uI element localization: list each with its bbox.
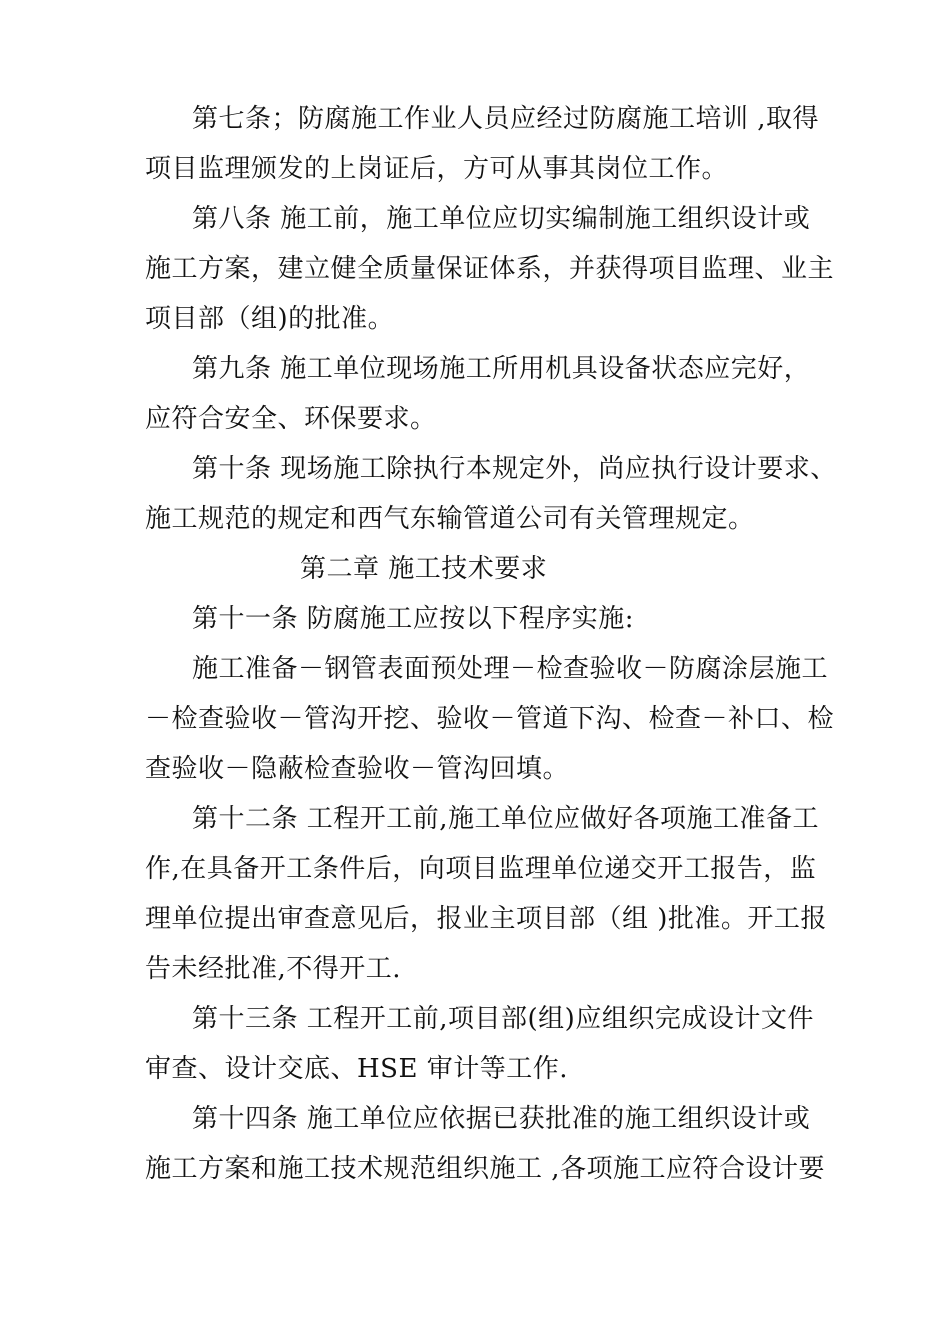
article-9-line-2: 应符合安全、环保要求。	[145, 404, 437, 434]
article-8-line-3: 项目部（组)的批准。	[145, 304, 395, 334]
article-13-line-1: 第十三条 工程开工前,项目部(组)应组织完成设计文件	[192, 1004, 814, 1034]
article-8-line-2: 施工方案，建立健全质量保证体系，并获得项目监理、业主	[145, 254, 835, 284]
article-7-line-1: 第七条；防腐施工作业人员应经过防腐施工培训 ,取得	[192, 104, 820, 134]
chapter-2-title: 第二章 施工技术要求	[300, 554, 548, 584]
article-12-line-4: 告未经批准,不得开工.	[145, 954, 402, 984]
article-9-line-1: 第九条 施工单位现场施工所用机具设备状态应完好，	[192, 354, 811, 384]
article-12-line-1: 第十二条 工程开工前,施工单位应做好各项施工准备工	[192, 804, 820, 834]
article-14-line-2: 施工方案和施工技术规范组织施工 ,各项施工应符合设计要	[145, 1154, 826, 1184]
procedure-line-2: －检查验收－管沟开挖、验收－管道下沟、检查－补口、检	[145, 704, 835, 734]
article-10-line-2: 施工规范的规定和西气东输管道公司有关管理规定。	[145, 504, 755, 534]
article-14-line-1: 第十四条 施工单位应依据已获批准的施工组织设计或	[192, 1104, 811, 1134]
procedure-line-3: 查验收－隐蔽检查验收－管沟回填。	[145, 754, 570, 784]
procedure-line-1: 施工准备－钢管表面预处理－检查验收－防腐涂层施工	[192, 654, 829, 684]
article-8-line-1: 第八条 施工前，施工单位应切实编制施工组织设计或	[192, 204, 811, 234]
article-12-line-2: 作,在具备开工条件后，向项目监理单位递交开工报告，监	[145, 854, 817, 884]
article-10-line-1: 第十条 现场施工除执行本规定外，尚应执行设计要求、	[192, 454, 837, 484]
article-13-line-2: 审查、设计交底、HSE 审计等工作.	[145, 1054, 568, 1084]
article-12-line-3: 理单位提出审查意见后，报业主项目部（组 )批准。开工报	[145, 904, 827, 934]
article-11-line-1: 第十一条 防腐施工应按以下程序实施:	[192, 604, 635, 634]
article-7-line-2: 项目监理颁发的上岗证后，方可从事其岗位工作。	[145, 154, 729, 184]
